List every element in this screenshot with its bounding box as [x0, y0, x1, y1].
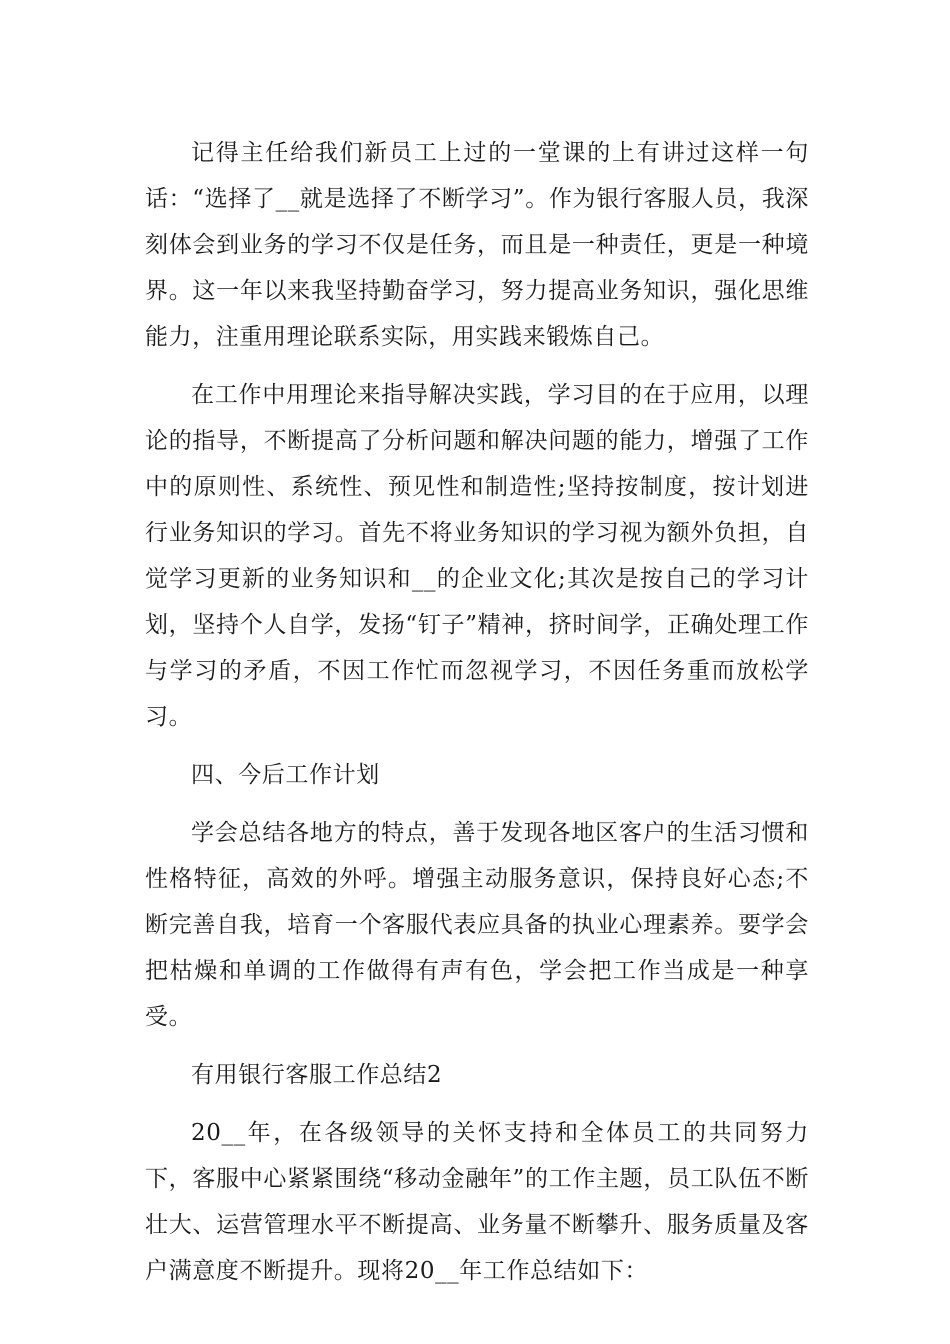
paragraph-theory-practice: 在工作中用理论来指导解决实践，学习目的在于应用，以理论的指导，不断提高了分析问题和解决问题的能力，增强了工作中的原则性、系统性、预见性和制造性;坚持按制度，按计划进行业务知识的学习。首先不将业务知识的学习视为额外负担，自觉学习更新的业务知识和__的企业文化;其次是按自己的学习计划，坚持个人自学，发扬“钉子”精神，挤时间学，正确处理工作与学习的矛盾，不因工作忙而忽视学习，不因任务重而放松学习。 — [145, 382, 809, 730]
paragraph-annual-summary: 20__年，在各级领导的关怀支持和全体员工的共同努力下，客服中心紧紧围绕“移动金融年”的工作主题，员工队伍不断壮大、运营管理水平不断提高、业务量不断攀升、服务质量及客户满意度不断提升。现将20__年工作总结如下： — [145, 1120, 809, 1284]
section-heading-future-plan: 四、今后工作计划 — [191, 762, 380, 788]
section-heading-summary-2: 有用银行客服工作总结2 — [191, 1062, 443, 1088]
paragraph-learning-quote: 记得主任给我们新员工上过的一堂课的上有讲过这样一句话：“选择了__就是选择了不断学习”。作为银行客服人员，我深刻体会到业务的学习不仅是任务，而且是一种责任，更是一种境界。这一年以来我坚持勤奋学习，努力提高业务知识，强化思维能力，注重用理论联系实际，用实践来锻炼自己。 — [145, 140, 809, 350]
paragraph-future-plan: 学会总结各地方的特点，善于发现各地区客户的生活习惯和性格特征，高效的外呼。增强主动服务意识，保持良好心态;不断完善自我，培育一个客服代表应具备的执业心理素养。要学会把枯燥和单调的工作做得有声有色，学会把工作当成是一种享受。 — [145, 820, 809, 1030]
document-body — [145, 130, 809, 1306]
